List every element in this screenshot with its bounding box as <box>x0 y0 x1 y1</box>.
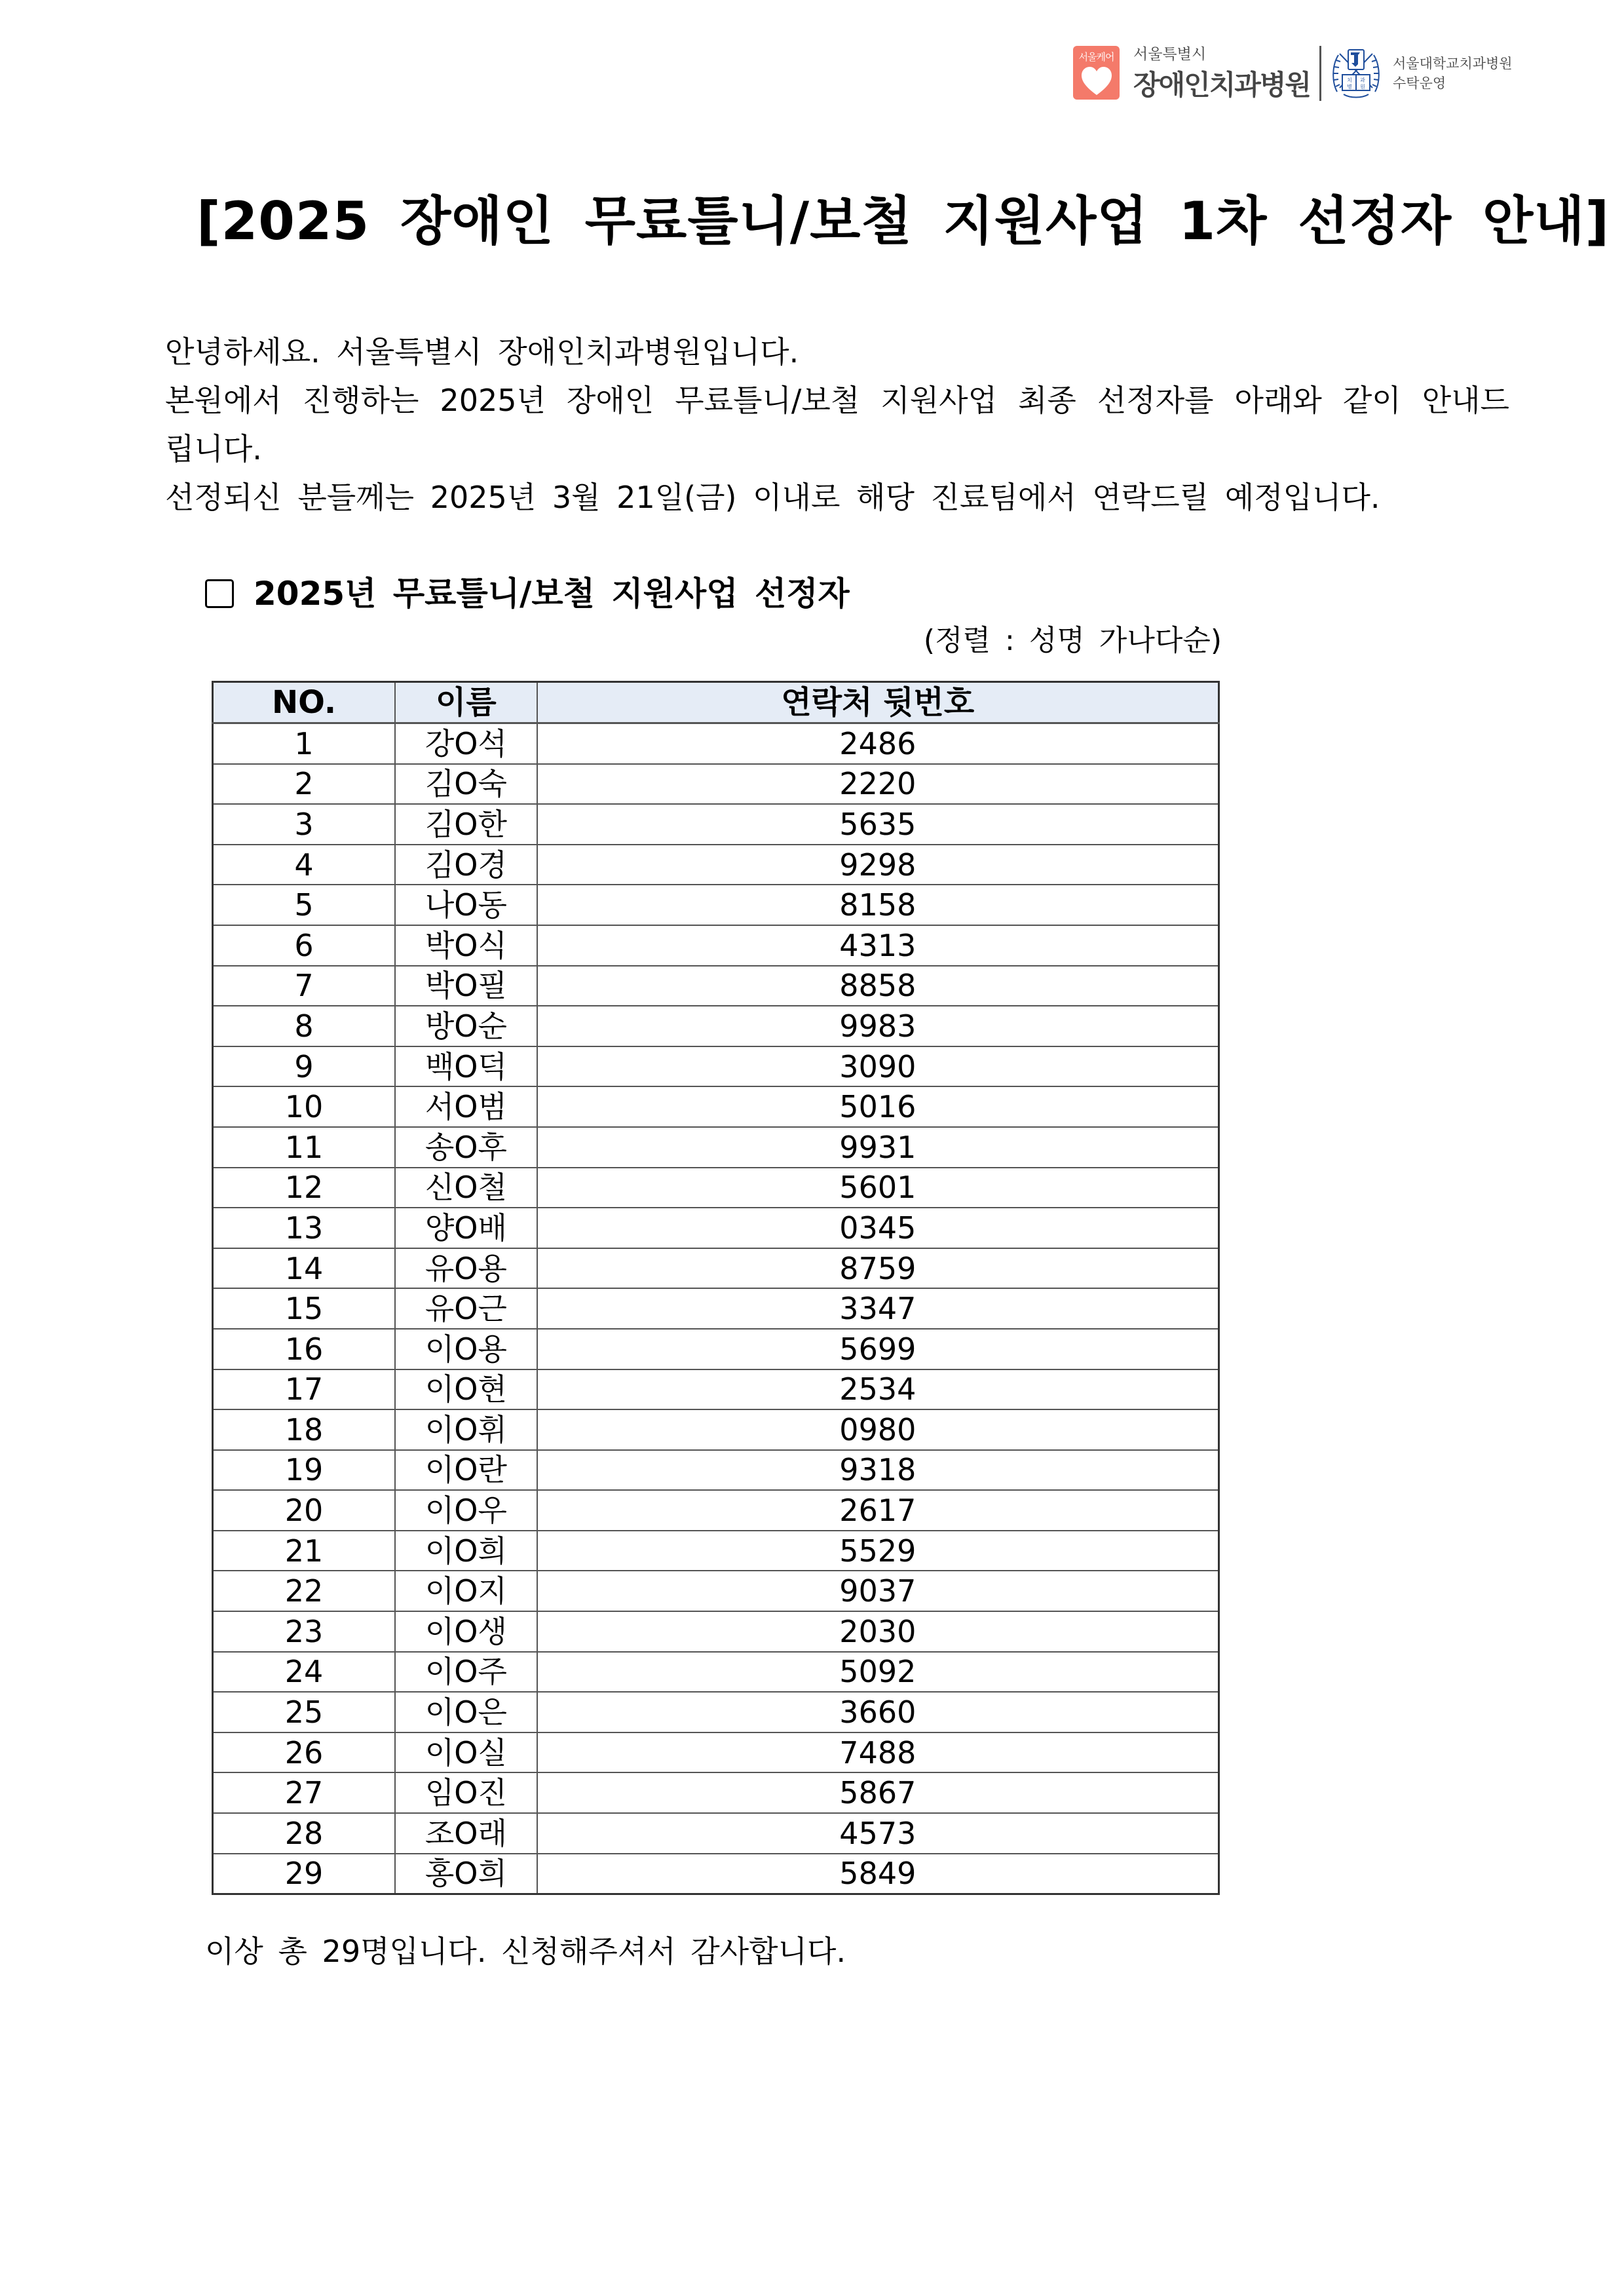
checkbox-icon <box>205 579 234 608</box>
cell-no: 6 <box>213 925 396 966</box>
cell-no: 10 <box>213 1086 396 1127</box>
table-row <box>213 1208 1219 1248</box>
cell-name: 나O동 <box>395 885 537 925</box>
cell-name: 박O식 <box>395 925 537 966</box>
snu-emblem-icon <box>1331 46 1382 100</box>
cell-phone-suffix: 9931 <box>537 1127 1219 1168</box>
cell-name: 강O석 <box>395 723 537 764</box>
table-row <box>213 1248 1219 1289</box>
cell-no: 14 <box>213 1248 396 1289</box>
column-header-name: 이름 <box>395 682 537 723</box>
emblem-char: 치 <box>1347 77 1352 83</box>
cell-name: 유O근 <box>395 1288 537 1329</box>
intro-announcement-cont: 립니다. <box>165 431 262 467</box>
org-name: 장애인치과병원 <box>1133 69 1311 101</box>
page-title: [2025 장애인 무료틀니/보철 지원사업 1차 선정자 안내] <box>197 191 1610 252</box>
cell-name: 김O경 <box>395 845 537 885</box>
table-row <box>213 1409 1219 1450</box>
table-row <box>213 1652 1219 1693</box>
cell-phone-suffix: 5699 <box>537 1329 1219 1369</box>
cell-no: 3 <box>213 804 396 845</box>
cell-no: 19 <box>213 1450 396 1491</box>
cell-name: 유O용 <box>395 1248 537 1289</box>
cell-no: 27 <box>213 1772 396 1813</box>
org-subtitle: 서울특별시 <box>1133 46 1207 63</box>
section-heading <box>205 574 850 613</box>
cell-phone-suffix: 8158 <box>537 885 1219 925</box>
table-row <box>213 804 1219 845</box>
cell-phone-suffix: 9037 <box>537 1571 1219 1611</box>
table-row <box>213 723 1219 764</box>
table-row <box>213 1531 1219 1571</box>
cell-name: 서O범 <box>395 1086 537 1127</box>
cell-name: 이O우 <box>395 1490 537 1531</box>
cell-phone-suffix: 9983 <box>537 1006 1219 1046</box>
cell-phone-suffix: 3090 <box>537 1046 1219 1087</box>
cell-phone-suffix: 3347 <box>537 1288 1219 1329</box>
cell-name: 김O한 <box>395 804 537 845</box>
table-row <box>213 966 1219 1006</box>
cell-no: 29 <box>213 1854 396 1894</box>
cell-phone-suffix: 4573 <box>537 1813 1219 1854</box>
cell-phone-suffix: 2220 <box>537 764 1219 805</box>
cell-no: 1 <box>213 723 396 764</box>
section-title: 2025년 무료틀니/보철 지원사업 선정자 <box>254 575 850 613</box>
cell-no: 28 <box>213 1813 396 1854</box>
hospital-logo <box>1073 46 1513 101</box>
table-row <box>213 764 1219 805</box>
cell-no: 23 <box>213 1611 396 1652</box>
cell-phone-suffix: 9318 <box>537 1450 1219 1491</box>
intro-paragraph <box>165 328 1509 522</box>
table-row <box>213 1046 1219 1087</box>
emblem-char: 병 <box>1347 84 1352 90</box>
intro-greeting: 안녕하세요. 서울특별시 장애인치과병원입니다. <box>165 334 799 370</box>
cell-phone-suffix: 5867 <box>537 1772 1219 1813</box>
cell-phone-suffix: 0345 <box>537 1208 1219 1248</box>
cell-name: 홍O희 <box>395 1854 537 1894</box>
cell-no: 5 <box>213 885 396 925</box>
seoul-care-badge <box>1073 46 1120 100</box>
cell-name: 이O용 <box>395 1329 537 1369</box>
table-row <box>213 1611 1219 1652</box>
column-header-phone: 연락처 뒷번호 <box>537 682 1219 723</box>
cell-no: 20 <box>213 1490 396 1531</box>
cell-name: 조O래 <box>395 1813 537 1854</box>
cell-phone-suffix: 7488 <box>537 1732 1219 1773</box>
table-row <box>213 1450 1219 1491</box>
cell-phone-suffix: 0980 <box>537 1409 1219 1450</box>
cell-no: 16 <box>213 1329 396 1369</box>
cell-no: 24 <box>213 1652 396 1693</box>
cell-phone-suffix: 2030 <box>537 1611 1219 1652</box>
logo-divider <box>1319 46 1321 101</box>
cell-phone-suffix: 2534 <box>537 1369 1219 1410</box>
heart-icon <box>1080 66 1113 96</box>
table-row <box>213 845 1219 885</box>
emblem-char: 과 <box>1360 77 1365 83</box>
table-row <box>213 1006 1219 1046</box>
cell-no: 26 <box>213 1732 396 1773</box>
intro-announcement: 본원에서 진행하는 2025년 장애인 무료틀니/보철 지원사업 최종 선정자를 아래와 같이 안내드 <box>165 383 1509 418</box>
cell-phone-suffix: 5601 <box>537 1168 1219 1208</box>
cell-name: 이O은 <box>395 1692 537 1732</box>
cell-no: 25 <box>213 1692 396 1732</box>
table-header-row <box>213 682 1219 723</box>
cell-no: 13 <box>213 1208 396 1248</box>
cell-phone-suffix: 5635 <box>537 804 1219 845</box>
cell-phone-suffix: 5016 <box>537 1086 1219 1127</box>
emblem-char: 원 <box>1360 84 1365 90</box>
sort-note: (정렬 : 성명 가나다순) <box>923 624 1222 657</box>
cell-phone-suffix: 5092 <box>537 1652 1219 1693</box>
cell-no: 21 <box>213 1531 396 1571</box>
cell-name: 김O숙 <box>395 764 537 805</box>
cell-name: 이O희 <box>395 1531 537 1571</box>
table-row <box>213 885 1219 925</box>
cell-phone-suffix: 2486 <box>537 723 1219 764</box>
cell-name: 송O후 <box>395 1127 537 1168</box>
cell-no: 2 <box>213 764 396 805</box>
table-row <box>213 1854 1219 1894</box>
cell-name: 신O철 <box>395 1168 537 1208</box>
cell-no: 22 <box>213 1571 396 1611</box>
cell-no: 11 <box>213 1127 396 1168</box>
cell-phone-suffix: 3660 <box>537 1692 1219 1732</box>
cell-no: 18 <box>213 1409 396 1450</box>
table-row <box>213 1571 1219 1611</box>
intro-contact-notice: 선정되신 분들께는 2025년 3월 21일(금) 이내로 해당 진료팀에서 연락드릴 예정입니다. <box>165 480 1380 515</box>
cell-name: 이O휘 <box>395 1409 537 1450</box>
cell-no: 8 <box>213 1006 396 1046</box>
column-header-no: NO. <box>213 682 396 723</box>
cell-name: 방O순 <box>395 1006 537 1046</box>
table-row <box>213 925 1219 966</box>
table-row <box>213 1369 1219 1410</box>
cell-no: 9 <box>213 1046 396 1087</box>
badge-label: 서울케어 <box>1078 51 1114 63</box>
partner-name: 서울대학교치과병원 <box>1393 56 1513 71</box>
cell-name: 이O란 <box>395 1450 537 1491</box>
cell-name: 백O덕 <box>395 1046 537 1087</box>
cell-name: 이O지 <box>395 1571 537 1611</box>
cell-phone-suffix: 4313 <box>537 925 1219 966</box>
cell-name: 박O필 <box>395 966 537 1006</box>
cell-name: 이O생 <box>395 1611 537 1652</box>
cell-name: 임O진 <box>395 1772 537 1813</box>
cell-name: 이O현 <box>395 1369 537 1410</box>
cell-phone-suffix: 8858 <box>537 966 1219 1006</box>
cell-no: 7 <box>213 966 396 1006</box>
table-row <box>213 1813 1219 1854</box>
closing-note: 이상 총 29명입니다. 신청해주셔서 감사합니다. <box>205 1934 846 1969</box>
cell-phone-suffix: 2617 <box>537 1490 1219 1531</box>
cell-name: 이O주 <box>395 1652 537 1693</box>
cell-phone-suffix: 9298 <box>537 845 1219 885</box>
table-row <box>213 1490 1219 1531</box>
cell-name: 이O실 <box>395 1732 537 1773</box>
partner-text <box>1393 46 1513 101</box>
cell-name: 양O배 <box>395 1208 537 1248</box>
table-row <box>213 1732 1219 1773</box>
table-row <box>213 1692 1219 1732</box>
table-row <box>213 1772 1219 1813</box>
table-row <box>213 1288 1219 1329</box>
table-row <box>213 1168 1219 1208</box>
table-row <box>213 1127 1219 1168</box>
partner-role: 수탁운영 <box>1393 75 1446 91</box>
cell-no: 12 <box>213 1168 396 1208</box>
table-row <box>213 1329 1219 1369</box>
cell-no: 4 <box>213 845 396 885</box>
cell-phone-suffix: 5529 <box>537 1531 1219 1571</box>
cell-phone-suffix: 8759 <box>537 1248 1219 1289</box>
cell-no: 15 <box>213 1288 396 1329</box>
cell-phone-suffix: 5849 <box>537 1854 1219 1894</box>
cell-no: 17 <box>213 1369 396 1410</box>
hospital-name <box>1133 46 1310 101</box>
selectees-table <box>212 681 1220 1895</box>
table-row <box>213 1086 1219 1127</box>
